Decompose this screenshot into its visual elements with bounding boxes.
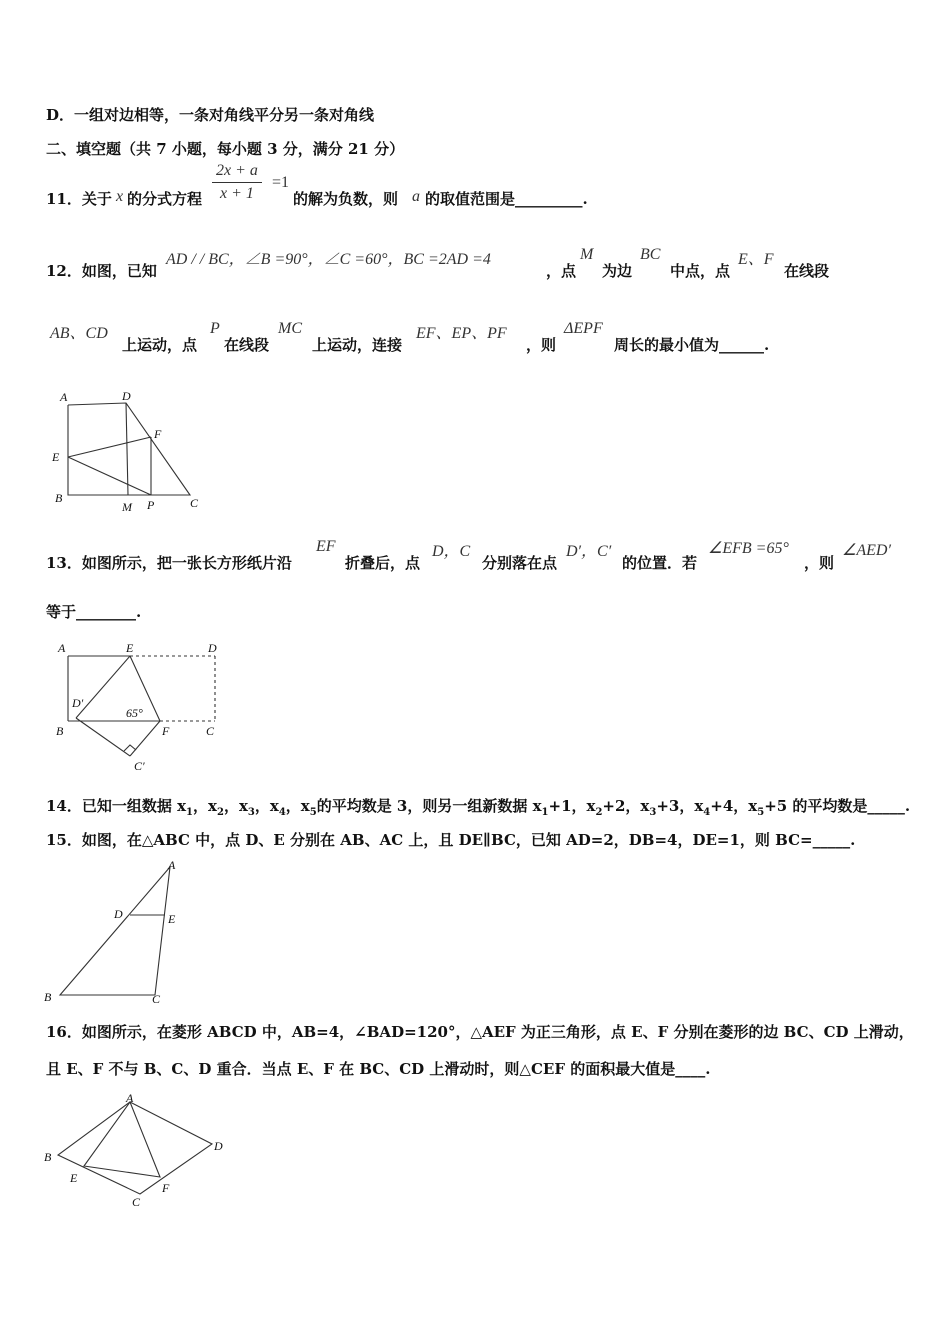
q13-points-dpcp: D′，C′	[566, 543, 612, 560]
fig13-label-cprime: C′	[134, 759, 145, 773]
fig12-ef	[68, 437, 151, 457]
fig12-label-p: P	[147, 498, 155, 512]
q12-points-ef: E、F	[738, 251, 774, 268]
q12-text-4: 在线段	[784, 262, 830, 280]
q13-angle-efb: ∠EFB =65°	[708, 540, 789, 557]
q11-denominator: x + 1	[220, 185, 254, 202]
fig13-label-dprime: D′	[72, 696, 84, 710]
fig16-label-d: D	[214, 1139, 223, 1153]
q12-point-m: M	[580, 246, 594, 263]
q12-segs-ab-cd: AB、CD	[50, 325, 108, 342]
fig12-label-b: B	[55, 491, 63, 505]
fig13-cpf	[130, 721, 160, 756]
q12-text-6: 在线段	[224, 336, 270, 354]
fig12-label-c: C	[190, 496, 199, 510]
fig16-label-a: A	[126, 1091, 134, 1105]
q12-text-2: 为边	[602, 262, 633, 280]
fig12-ep	[68, 457, 151, 495]
fig12-label-a: A	[60, 390, 68, 404]
fig12-label-f: F	[154, 427, 162, 441]
q12-text-9: 周长的最小值为______.	[614, 336, 770, 354]
question-16-line2: 且 E、F 不与 B、C、D 重合．当点 E、F 在 BC、CD 上滑动时，则△CEF 的面积最大值是____.	[46, 1060, 711, 1078]
q13-pre: 13．如图所示，把一张长方形纸片沿	[46, 554, 292, 572]
q13-line2: 等于________.	[46, 603, 142, 621]
figure-12	[48, 385, 208, 515]
section-heading: 二、填空题（共 7 小题，每小题 3 分，满分 21 分）	[46, 140, 405, 158]
question-15: 15．如图，在△ABC 中，点 D、E 分别在 AB、AC 上，且 DE∥BC，已知 AD=2，DB=4，DE=1，则 BC=_____.	[46, 831, 856, 849]
q14-text-a: 14．已知一组数据 x	[46, 797, 187, 815]
q12-seg-bc: BC	[640, 246, 661, 263]
fig16-label-f: F	[162, 1181, 170, 1195]
q13-angle-aed: ∠AED′	[842, 542, 891, 559]
q11-mid: 的分式方程	[127, 190, 203, 208]
fig13-label-b: B	[56, 724, 64, 738]
q12-seg-mc: MC	[278, 320, 302, 337]
q12-condition: AD / / BC，∠B =90°，∠C =60°，BC =2AD =4	[166, 251, 491, 268]
question-14: 14．已知一组数据 $x_1$，$x_2$，$x_3$，$x_4$，$x_5$的平均数是 3，则另一组新数据 $x_1+1$，$x_2+2$，$x_3+3$，$x_4+4$，$x_5+5$ 的平均数是_____.	[46, 797, 911, 818]
fig13-label-d: D	[208, 641, 217, 655]
fig15-label-e: E	[168, 912, 176, 926]
fig13-dpcp	[76, 718, 130, 756]
q11-var-a: a	[412, 188, 420, 205]
q12-text-8: ，则	[526, 336, 557, 354]
q13-text-3: 的位置．若	[622, 554, 698, 572]
fig13-edp	[76, 656, 130, 718]
fig16-triangle-aef	[84, 1102, 160, 1177]
q13-text-4: ，则	[804, 554, 835, 572]
fig12-label-e: E	[52, 450, 60, 464]
q11-fraction	[212, 162, 262, 203]
fig12-dm	[126, 403, 128, 495]
fig13-label-f: F	[162, 724, 170, 738]
q12-point-p: P	[210, 320, 220, 337]
q12-text-7: 上运动，连接	[312, 336, 403, 354]
fig16-label-e: E	[70, 1171, 78, 1185]
fig15-label-a: A	[168, 858, 176, 872]
q11-equals: =1	[272, 174, 290, 191]
figure-15	[40, 855, 200, 1015]
fig12-label-d: D	[122, 389, 131, 403]
q12-segs-ef-ep-pf: EF、EP、PF	[416, 325, 507, 342]
q12-pre: 12．如图，已知	[46, 262, 157, 280]
q11-post: 的解为负数，则	[293, 190, 399, 208]
fig12-label-m: M	[122, 500, 132, 514]
fig13-right-angle-mark	[124, 745, 136, 751]
q13-points-dc: D，C	[432, 543, 471, 560]
q12-text-5: 上运动，点	[122, 336, 198, 354]
fig15-label-b: B	[44, 990, 52, 1004]
fig16-label-c: C	[132, 1195, 141, 1209]
q12-text-1: ，点	[546, 262, 577, 280]
fig13-label-c: C	[206, 724, 215, 738]
fig15-triangle	[60, 867, 170, 995]
fig15-label-d: D	[114, 907, 123, 921]
q11-numerator: 2x + a	[212, 162, 262, 183]
option-d: D．一组对边相等，一条对角线平分另一条对角线	[46, 106, 375, 124]
q11-pre: 11．关于	[46, 190, 112, 208]
q13-text-1: 折叠后，点	[345, 554, 421, 572]
q12-text-3: 中点，点	[670, 262, 731, 280]
fig13-label-a: A	[58, 641, 66, 655]
fig13-label-angle: 65°	[126, 706, 143, 720]
q13-text-2: 分别落在点	[482, 554, 558, 572]
q13-seg-ef: EF	[316, 538, 336, 555]
q14-text-b: 的平均数是 3，则另一组新数据 x	[316, 797, 542, 815]
fig15-label-c: C	[152, 992, 161, 1006]
figure-13	[50, 638, 230, 778]
q14-text-c: 的平均数是_____.	[792, 797, 911, 815]
fig13-label-e: E	[126, 641, 134, 655]
q11-var-x: x	[116, 188, 124, 205]
figure-16	[40, 1090, 240, 1215]
fig12-trapezoid	[68, 403, 190, 495]
q11-tail: 的取值范围是_________.	[425, 190, 588, 208]
question-16-line1: 16．如图所示，在菱形 ABCD 中，AB=4，∠BAD=120°，△AEF 为正三角形，点 E、F 分别在菱形的边 BC、CD 上滑动，	[46, 1023, 914, 1041]
q12-triangle-epf: ΔEPF	[564, 320, 603, 337]
fig16-label-b: B	[44, 1150, 52, 1164]
